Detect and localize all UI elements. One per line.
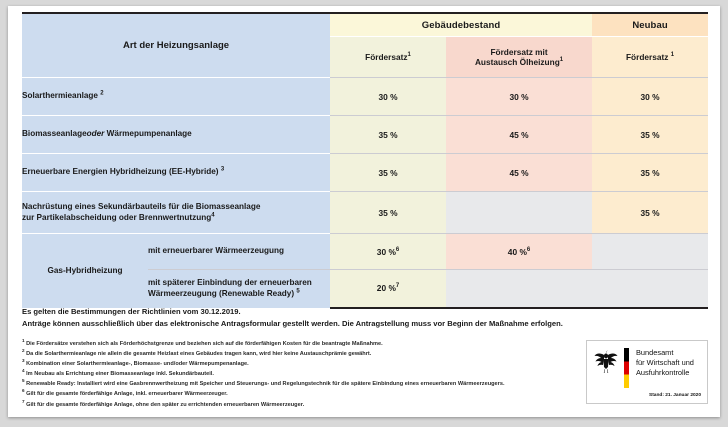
- footnote-marker: 7: [22, 398, 25, 404]
- footnote-marker: 2: [22, 347, 25, 353]
- footnote-marker: 5: [22, 378, 25, 384]
- footnote-marker: 4: [211, 211, 215, 218]
- row-label-text: Erneuerbare Energien Hybridheizung (EE-Hybride): [22, 167, 219, 177]
- cell-value: 45 %: [446, 154, 592, 192]
- footnote-marker: 5: [296, 288, 300, 295]
- table-row: [22, 234, 708, 270]
- cell-value: 30 %: [330, 78, 446, 116]
- document-page: [8, 6, 720, 417]
- row-label-text-rest: Wärmepumpenanlage: [106, 129, 192, 139]
- cell-value: [330, 270, 446, 308]
- sub-row-label-text: mit erneuerbarer Wärmeerzeugung: [148, 246, 285, 256]
- logo-content: [594, 348, 694, 388]
- row-label-solarthermieanlage: [22, 78, 330, 116]
- sub-row-label-line2: Wärmeerzeugung (Renewable Ready): [148, 288, 295, 298]
- header-foerdersatz-neubau: [592, 37, 708, 78]
- footnote-text: Im Neubau als Errichtung einer Biomasseanlage inkl. Sekundärbauteil.: [26, 371, 214, 378]
- header-art-der-heizungsanlage: Art der Heizungsanlage: [22, 13, 330, 78]
- footnote-marker: 3: [220, 166, 225, 173]
- footnote-marker: 1: [559, 57, 564, 64]
- footnote-text: Gilt für die gesamte förderfähige Anlage, inkl. erneuerbarer Wärmeerzeuger.: [26, 391, 228, 398]
- note-richtlinien: Es gelten die Bestimmungen der Richtlinien vom 30.12.2019.: [22, 307, 241, 316]
- row-label-text: Biomasseanlage: [22, 129, 87, 139]
- logo-line-1: Bundesamt: [636, 348, 674, 357]
- footnote-text: Renewable Ready: Installiert wird eine Gasbrennwertheizung mit Speicher und Steuerungs- und Regelungstechnik für die spätere Einbindung eines erneuerbaren Wärmeerzeugers.: [26, 381, 505, 388]
- table-row: [22, 116, 708, 154]
- footnote-marker: 2: [100, 90, 104, 97]
- header-foerdersatz-bestand: [330, 37, 446, 78]
- footnote-marker: 1: [670, 52, 675, 59]
- cell-empty: [592, 270, 708, 308]
- stand-date: Stand: 21. Januar 2020: [649, 393, 701, 398]
- cell-value: 35 %: [592, 154, 708, 192]
- note-antragstellung: Anträge können ausschließlich über das elektronische Antragsformular gestellt werden. Die Antragstellung muss vor Beginn der Maßnahme erfolgen.: [22, 318, 563, 328]
- cell-value: [446, 234, 592, 270]
- row-label-ee-hybride: [22, 154, 330, 192]
- footnote-text: Kombination einer Solarthermieanlage-, Biomasse- und/oder Wärmepumpenanlage.: [26, 360, 249, 367]
- footnote-marker: 6: [395, 246, 400, 253]
- footnote-text: Die Fördersätze verstehen sich als Förderhöchstgrenze und beziehen sich auf die förderfähigen Kosten für die beantragte Maßnahme.: [26, 340, 383, 347]
- footnote-text: Gilt für die gesamte förderfähige Anlage, ohne den später zu errichtenden erneuerbaren Wärmeerzeuger.: [26, 401, 305, 408]
- header-foerdersatz-austausch-oelheizung: [446, 37, 592, 78]
- table-row: [22, 78, 708, 116]
- cell-value: 45 %: [446, 116, 592, 154]
- cell-value: 35 %: [592, 116, 708, 154]
- footnote-marker: 7: [395, 283, 400, 290]
- table-container: [22, 12, 708, 309]
- cell-value: 30 %: [592, 78, 708, 116]
- sub-row-label-line1: mit späterer Einbindung der erneuerbaren: [148, 278, 312, 288]
- footnote-marker: 6: [22, 388, 25, 394]
- row-label-line2: zur Partikelabscheidung oder Brennwertnutzung: [22, 212, 212, 222]
- cell-value: 35 %: [592, 192, 708, 234]
- row-label-conjunction: oder: [86, 129, 105, 139]
- footnote-marker: 6: [526, 246, 531, 253]
- header-group-neubau: Neubau: [592, 13, 708, 37]
- sub-row-label-mit-erneuerbarer-waermeerzeugung: [148, 234, 330, 270]
- row-label-text: Solarthermieanlage: [22, 91, 98, 101]
- table-group-header-row: [22, 13, 708, 37]
- logo-line-3: Ausfuhrkontrolle: [636, 368, 690, 378]
- logo-text: [636, 348, 694, 388]
- footnote-marker: 1: [22, 337, 25, 343]
- german-flag-stripe: [624, 348, 629, 388]
- header-label-line1: Fördersatz mit: [490, 46, 548, 57]
- cell-value: [330, 234, 446, 270]
- header-label-line2: Austausch Ölheizung: [474, 57, 560, 67]
- header-label: Fördersatz: [365, 51, 408, 62]
- federal-eagle-icon: [594, 348, 618, 374]
- cell-value-text: 40 %: [507, 246, 527, 257]
- row-label-gas-hybridheizung: Gas-Hybridheizung: [22, 234, 148, 308]
- cell-value-text: 30 %: [376, 246, 396, 257]
- footnote-marker: 1: [407, 52, 411, 59]
- table-row: [22, 154, 708, 192]
- row-label-biomasse-waermepumpe: [22, 116, 330, 154]
- sub-row-label-renewable-ready: [148, 270, 330, 308]
- logo-line-2: für Wirtschaft und: [636, 358, 694, 368]
- subsidy-rate-table: [22, 12, 708, 309]
- cell-value-text: 20 %: [376, 283, 396, 294]
- cell-empty: [446, 270, 592, 308]
- footnote-marker: 4: [22, 368, 25, 374]
- cell-empty: [592, 234, 708, 270]
- header-group-gebaeudebestand: Gebäudebestand: [330, 13, 592, 37]
- row-label-line1: Nachrüstung eines Sekundärbauteils für die Biomasseanlage: [22, 201, 261, 211]
- bafa-logo: [586, 340, 708, 404]
- row-label-nachruestung-sekundaerbauteil: [22, 192, 330, 234]
- cell-value: 35 %: [330, 154, 446, 192]
- cell-empty: [446, 192, 592, 234]
- table-row: [22, 192, 708, 234]
- cell-value: 30 %: [446, 78, 592, 116]
- cell-value: 35 %: [330, 192, 446, 234]
- header-label: Fördersatz: [625, 51, 669, 62]
- footnote-marker: 3: [22, 358, 25, 364]
- cell-value: 35 %: [330, 116, 446, 154]
- footnote-text: Da die Solarthermieanlage nie allein die gesamte Heizlast eines Gebäudes tragen kann, wird hier keine Austauschprämie gewährt.: [26, 350, 372, 357]
